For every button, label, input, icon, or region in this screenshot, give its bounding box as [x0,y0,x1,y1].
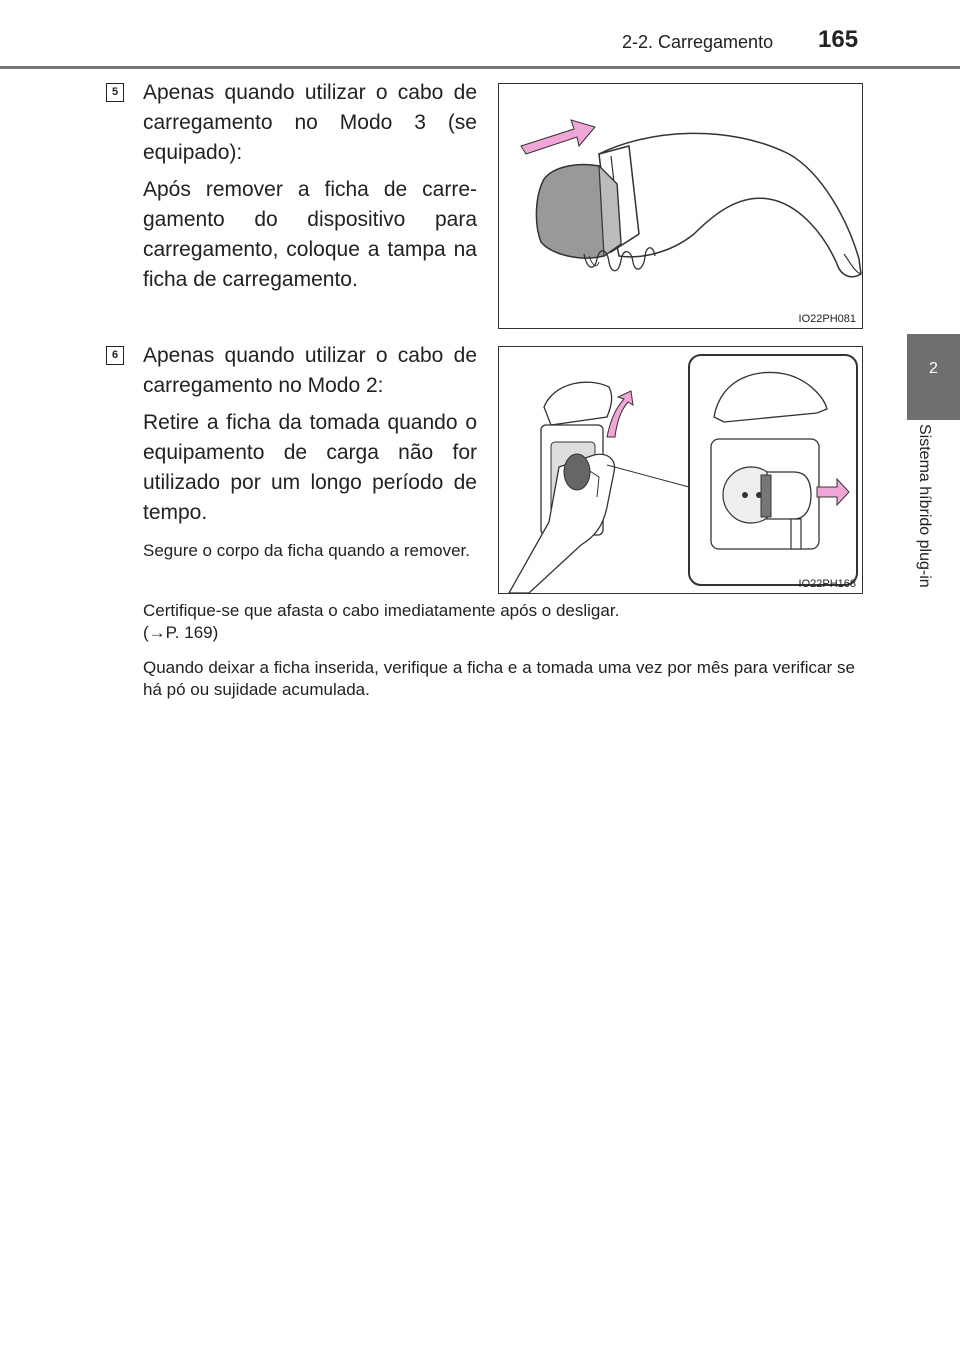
note-page-reference: (→P. 169) [143,623,219,642]
step-6-condition: Apenas quando utilizar o cabo de carregamento no Modo 2: [143,344,477,397]
chapter-label: Sistema híbrido plug-in [916,424,933,588]
step-5-instruction: Após remover a ficha de carre-gamento do dispositivo para carregamento, coloque a tampa na ficha de carregamento. [143,178,477,291]
socket-illustration [499,347,862,593]
page-number: 165 [818,26,859,53]
charging-plug-illustration [499,84,862,328]
step-number-6: 6 [106,346,124,365]
chapter-label-wrap [907,424,960,664]
chapter-number: 2 [929,360,938,377]
step-5-condition: Apenas quando utilizar o cabo de carregamento no Modo 3 (se equipado): [143,81,477,164]
note-inspect-plug: Quando deixar a ficha inserida, verifique a ficha e a tomada uma vez por mês para verificar se há pó ou sujidade acumulada. [143,658,855,699]
step-number-5: 5 [106,83,124,102]
section-title: 2-2. Carregamento [622,32,774,52]
figure-socket-unplug [498,346,863,594]
chapter-tab [907,334,960,420]
header-rule [0,66,960,69]
step-6-instruction: Retire a ficha da tomada quando o equipamento de carga não for utilizado por um longo período de tempo. [143,411,477,524]
note-cable-away: Certifique-se que afasta o cabo imediatamente após o desligar. [143,601,620,620]
figure-code-5: IO22PH081 [798,313,856,325]
figure-charging-plug-cap [498,83,863,329]
step-6-note: Segure o corpo da ficha quando a remover. [143,541,470,560]
figure-code-6: IO22PH168 [798,578,856,590]
